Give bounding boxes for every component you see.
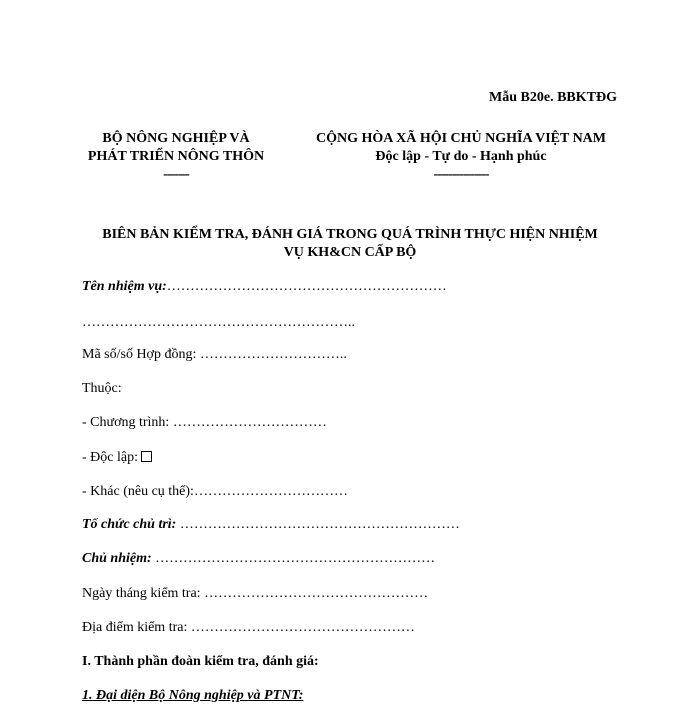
contract-code-label: Mã số/số Hợp đồng:: [82, 347, 197, 362]
check-place-label: Địa điểm kiểm tra:: [82, 620, 188, 635]
program-label: - Chương trình:: [82, 415, 170, 430]
check-date-field: [82, 586, 428, 602]
other-field: [82, 484, 348, 500]
task-name-value[interactable]: ……………………………………………………: [166, 279, 447, 294]
check-date-value[interactable]: …………………………………………: [204, 586, 429, 601]
program-field: [82, 415, 327, 431]
chief-label: Chủ nhiệm:: [82, 551, 152, 566]
task-name-continuation: [82, 315, 355, 331]
section-heading-1: I. Thành phần đoàn kiểm tra, đánh giá:: [82, 654, 319, 669]
national-header: [286, 130, 636, 184]
host-org-field: [82, 517, 460, 533]
contract-code-field: [82, 347, 347, 363]
check-date-label: Ngày tháng kiểm tra:: [82, 586, 201, 601]
other-value[interactable]: ……………………………: [193, 484, 348, 499]
national-rule: ---------------: [433, 167, 489, 182]
belongs-to-label: Thuộc:: [82, 381, 122, 396]
task-name-cont-value[interactable]: …………………………………………………..: [82, 315, 355, 330]
independent-checkbox[interactable]: [141, 451, 152, 462]
ministry-name-line1: BỘ NÔNG NGHIỆP VÀ: [102, 131, 250, 146]
program-value[interactable]: ……………………………: [172, 415, 327, 430]
contract-code-value[interactable]: …………………………..: [199, 347, 347, 362]
task-name-field: [82, 279, 447, 295]
host-org-value[interactable]: ……………………………………………………: [179, 517, 460, 532]
task-name-label: Tên nhiệm vụ:: [82, 279, 167, 294]
form-code: Mẫu B20e. BBKTĐG: [489, 90, 617, 105]
title-line2: VỤ KH&CN CẤP BỘ: [283, 245, 417, 260]
check-place-field: [82, 620, 415, 636]
check-place-value[interactable]: …………………………………………: [190, 620, 415, 635]
other-label: - Khác (nêu cụ thể):: [82, 484, 194, 499]
chief-value[interactable]: ……………………………………………………: [155, 551, 436, 566]
ministry-header: [76, 130, 276, 184]
chief-field: [82, 551, 435, 567]
national-name: CỘNG HÒA XÃ HỘI CHỦ NGHĨA VIỆT NAM: [315, 131, 606, 146]
host-org-label: Tổ chức chủ trì:: [82, 517, 177, 532]
ministry-rule: -------: [163, 167, 189, 182]
subsection-heading-1: 1. Đại diện Bộ Nông nghiệp và PTNT:: [82, 688, 304, 703]
independent-field: [82, 450, 152, 466]
national-motto: Độc lập - Tự do - Hạnh phúc: [375, 149, 547, 164]
independent-label: - Độc lập:: [82, 450, 138, 465]
document-title: [60, 226, 640, 262]
ministry-name-line2: PHÁT TRIỂN NÔNG THÔN: [87, 149, 265, 164]
title-line1: BIÊN BẢN KIỂM TRA, ĐÁNH GIÁ TRONG QUÁ TRÌNH THỰC HIỆN NHIỆM: [102, 227, 598, 242]
